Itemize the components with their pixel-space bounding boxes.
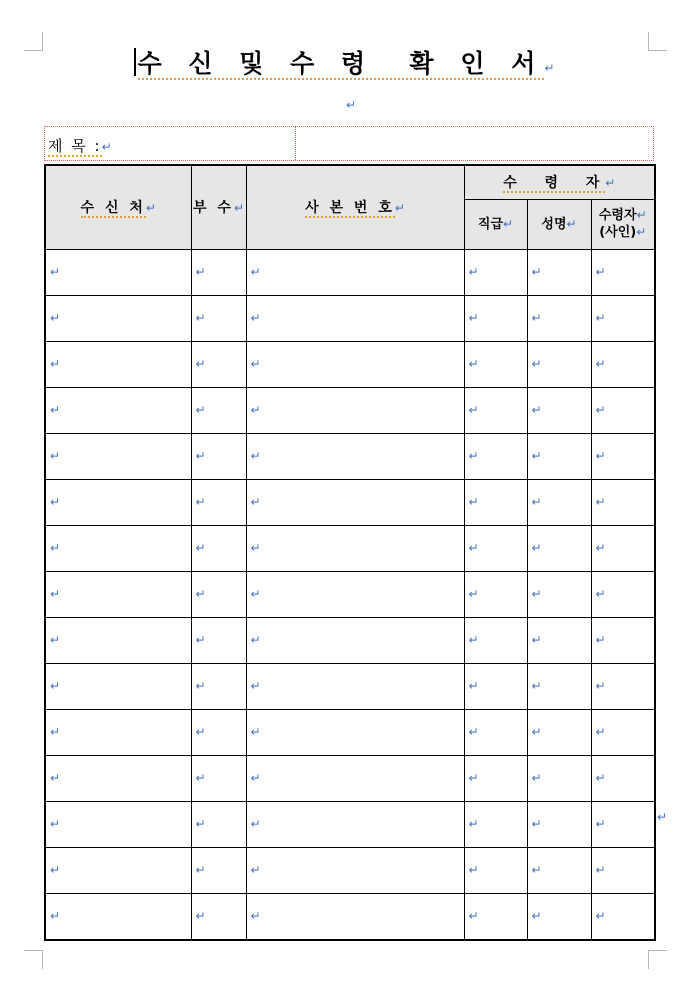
table-cell[interactable] xyxy=(464,893,527,940)
table-row xyxy=(45,847,655,893)
paragraph-mark-icon: ↵ xyxy=(250,495,261,509)
paragraph-mark-icon: ↵ xyxy=(531,633,542,647)
table-cell[interactable] xyxy=(464,801,527,847)
table-cell[interactable] xyxy=(191,387,246,433)
header-copies: 부 수↵ xyxy=(191,165,246,249)
paragraph-mark-icon: ↵ xyxy=(50,633,61,647)
table-cell[interactable] xyxy=(191,801,246,847)
paragraph-mark-icon: ↵ xyxy=(595,265,606,279)
paragraph-mark-icon: ↵ xyxy=(195,265,206,279)
table-row xyxy=(45,341,655,387)
paragraph-mark-icon: ↵ xyxy=(468,817,479,831)
table-cell[interactable] xyxy=(45,525,191,571)
table-cell[interactable] xyxy=(45,571,191,617)
paragraph-mark-icon: ↵ xyxy=(531,265,542,279)
table-cell[interactable] xyxy=(246,433,464,479)
table-cell[interactable] xyxy=(527,341,591,387)
header-position: 직급↵ xyxy=(464,199,527,249)
table-cell[interactable] xyxy=(527,617,591,663)
table-cell[interactable] xyxy=(191,617,246,663)
table-cell[interactable] xyxy=(464,847,527,893)
table-cell[interactable] xyxy=(191,479,246,525)
paragraph-mark-icon: ↵ xyxy=(195,587,206,601)
table-cell[interactable] xyxy=(527,387,591,433)
paragraph-mark-icon: ↵ xyxy=(468,449,479,463)
paragraph-mark-icon: ↵ xyxy=(250,449,261,463)
paragraph-mark-icon: ↵ xyxy=(468,495,479,509)
header-name: 성명↵ xyxy=(527,199,591,249)
table-cell[interactable] xyxy=(527,847,591,893)
table-row xyxy=(45,663,655,709)
table-cell[interactable] xyxy=(527,249,591,295)
paragraph-mark-icon: ↵ xyxy=(250,863,261,877)
table-cell[interactable] xyxy=(45,433,191,479)
table-cell[interactable] xyxy=(591,663,655,709)
paragraph-mark-icon: ↵ xyxy=(250,771,261,785)
paragraph-mark-icon: ↵ xyxy=(195,909,206,923)
title-text: 수 신 및 수 령 확 인 서 xyxy=(137,49,545,78)
table-cell[interactable] xyxy=(527,755,591,801)
paragraph-mark-icon: ↵ xyxy=(346,98,357,112)
table-row xyxy=(45,295,655,341)
paragraph-mark-icon: ↵ xyxy=(531,357,542,371)
table-cell[interactable] xyxy=(45,249,191,295)
paragraph-mark-icon: ↵ xyxy=(531,449,542,463)
table-row xyxy=(45,801,655,847)
paragraph-mark-icon: ↵ xyxy=(50,357,61,371)
table-cell[interactable] xyxy=(591,479,655,525)
table-cell[interactable] xyxy=(45,709,191,755)
table-cell[interactable] xyxy=(464,663,527,709)
paragraph-mark-icon: ↵ xyxy=(50,449,61,463)
paragraph-mark-icon: ↵ xyxy=(233,201,244,216)
paragraph-mark-icon: ↵ xyxy=(503,216,514,231)
paragraph-mark-icon: ↵ xyxy=(595,403,606,417)
table-cell[interactable] xyxy=(527,709,591,755)
table-row xyxy=(45,387,655,433)
table-cell[interactable] xyxy=(591,341,655,387)
paragraph-mark-icon: ↵ xyxy=(250,725,261,739)
paragraph-mark-icon: ↵ xyxy=(50,679,61,693)
table-cell[interactable] xyxy=(464,525,527,571)
paragraph-mark-icon: ↵ xyxy=(544,61,555,75)
paragraph-mark-icon: ↵ xyxy=(195,403,206,417)
paragraph-mark-icon: ↵ xyxy=(250,265,261,279)
paragraph-mark-icon: ↵ xyxy=(595,633,606,647)
table-cell[interactable] xyxy=(591,755,655,801)
paragraph-mark-icon: ↵ xyxy=(595,449,606,463)
paragraph-mark-icon: ↵ xyxy=(195,863,206,877)
table-row xyxy=(45,755,655,801)
paragraph-mark-icon: ↵ xyxy=(195,679,206,693)
paragraph-mark-icon: ↵ xyxy=(531,679,542,693)
paragraph-mark-icon: ↵ xyxy=(595,311,606,325)
paragraph-mark-icon: ↵ xyxy=(595,357,606,371)
paragraph-mark-icon: ↵ xyxy=(468,403,479,417)
table-cell[interactable] xyxy=(591,893,655,940)
table-cell[interactable] xyxy=(527,479,591,525)
table-cell[interactable] xyxy=(45,893,191,940)
table-row xyxy=(45,893,655,940)
paragraph-mark-icon: ↵ xyxy=(468,265,479,279)
table-cell[interactable] xyxy=(191,433,246,479)
paragraph-mark-icon: ↵ xyxy=(50,311,61,325)
paragraph-mark-icon: ↵ xyxy=(50,403,61,417)
paragraph-mark-icon: ↵ xyxy=(531,817,542,831)
table-cell[interactable] xyxy=(45,755,191,801)
table-cell[interactable] xyxy=(527,525,591,571)
table-cell[interactable] xyxy=(591,295,655,341)
table-cell[interactable] xyxy=(246,801,464,847)
table-cell[interactable] xyxy=(527,801,591,847)
table-cell[interactable] xyxy=(191,249,246,295)
paragraph-mark-icon: ↵ xyxy=(50,909,61,923)
table-cell[interactable] xyxy=(527,433,591,479)
table-cell[interactable] xyxy=(464,341,527,387)
table-cell[interactable] xyxy=(464,479,527,525)
table-cell[interactable] xyxy=(246,663,464,709)
paragraph-mark-icon: ↵ xyxy=(250,633,261,647)
paragraph-mark-icon: ↵ xyxy=(195,771,206,785)
table-cell[interactable] xyxy=(45,663,191,709)
paragraph-mark-icon: ↵ xyxy=(595,679,606,693)
table-cell[interactable] xyxy=(591,801,655,847)
paragraph-mark-icon: ↵ xyxy=(605,176,616,191)
header-copy-number: 사 본 번 호↵ xyxy=(246,165,464,249)
paragraph-mark-icon: ↵ xyxy=(50,541,61,555)
paragraph-mark-icon: ↵ xyxy=(195,541,206,555)
paragraph-mark-icon: ↵ xyxy=(195,357,206,371)
paragraph-mark-icon: ↵ xyxy=(595,771,606,785)
paragraph-mark-icon: ↵ xyxy=(531,541,542,555)
table-cell[interactable] xyxy=(246,249,464,295)
paragraph-mark-icon: ↵ xyxy=(195,311,206,325)
table-cell[interactable] xyxy=(45,295,191,341)
paragraph-mark-icon: ↵ xyxy=(468,587,479,601)
paragraph-mark-icon: ↵ xyxy=(468,771,479,785)
paragraph-mark-icon: ↵ xyxy=(50,863,61,877)
paragraph-mark-icon: ↵ xyxy=(394,201,405,216)
table-cell[interactable] xyxy=(191,525,246,571)
paragraph-mark-icon: ↵ xyxy=(595,541,606,555)
table-cell[interactable] xyxy=(527,571,591,617)
table-cell[interactable] xyxy=(191,295,246,341)
table-cell[interactable] xyxy=(191,709,246,755)
paragraph-mark-icon: ↵ xyxy=(50,587,61,601)
paragraph-mark-icon: ↵ xyxy=(195,495,206,509)
header-recipient: 수 신 처↵ xyxy=(45,165,191,249)
receipt-table xyxy=(44,164,656,941)
header-receiver-group: 수 령 자↵ xyxy=(464,165,655,199)
paragraph-mark-icon: ↵ xyxy=(531,587,542,601)
table-row xyxy=(45,571,655,617)
table-cell[interactable] xyxy=(246,387,464,433)
paragraph-mark-icon: ↵ xyxy=(50,817,61,831)
table-cell[interactable] xyxy=(45,479,191,525)
table-cell[interactable] xyxy=(246,525,464,571)
paragraph-mark-icon: ↵ xyxy=(595,725,606,739)
table-cell[interactable] xyxy=(464,571,527,617)
table-cell[interactable] xyxy=(591,249,655,295)
table-cell[interactable] xyxy=(591,387,655,433)
paragraph-mark-icon: ↵ xyxy=(595,495,606,509)
table-cell[interactable] xyxy=(246,709,464,755)
subject-row[interactable] xyxy=(44,126,654,161)
table-cell[interactable] xyxy=(246,847,464,893)
paragraph-mark-icon: ↵ xyxy=(566,216,577,231)
paragraph-mark-icon: ↵ xyxy=(531,863,542,877)
paragraph-mark-icon: ↵ xyxy=(195,725,206,739)
paragraph-mark-icon: ↵ xyxy=(531,311,542,325)
paragraph-mark-icon: ↵ xyxy=(595,863,606,877)
paragraph-mark-icon: ↵ xyxy=(468,863,479,877)
table-cell[interactable] xyxy=(45,801,191,847)
table-cell[interactable] xyxy=(191,847,246,893)
table-cell[interactable] xyxy=(45,387,191,433)
table-cell[interactable] xyxy=(246,479,464,525)
paragraph-mark-icon: ↵ xyxy=(50,265,61,279)
paragraph-mark-icon: ↵ xyxy=(468,311,479,325)
table-cell[interactable] xyxy=(591,709,655,755)
table-cell[interactable] xyxy=(191,893,246,940)
paragraph-mark-icon: ↵ xyxy=(468,725,479,739)
table-row xyxy=(45,709,655,755)
paragraph-mark-icon: ↵ xyxy=(595,587,606,601)
subject-label: 제 목 :↵ xyxy=(48,137,112,155)
paragraph-mark-icon: ↵ xyxy=(250,587,261,601)
paragraph-mark-icon: ↵ xyxy=(531,403,542,417)
table-cell[interactable] xyxy=(591,847,655,893)
table-cell[interactable] xyxy=(246,755,464,801)
table-cell[interactable] xyxy=(191,663,246,709)
table-cell[interactable] xyxy=(527,663,591,709)
table-cell[interactable] xyxy=(464,387,527,433)
paragraph-mark-icon: ↵ xyxy=(468,909,479,923)
paragraph-mark-icon: ↵ xyxy=(250,817,261,831)
paragraph-mark-icon: ↵ xyxy=(531,909,542,923)
table-cell[interactable] xyxy=(464,433,527,479)
table-cell[interactable] xyxy=(45,617,191,663)
paragraph-mark-icon: ↵ xyxy=(250,541,261,555)
table-cell[interactable] xyxy=(591,617,655,663)
table-cell[interactable] xyxy=(527,295,591,341)
table-cell[interactable] xyxy=(464,755,527,801)
subject-divider xyxy=(295,127,296,160)
table-cell[interactable] xyxy=(246,571,464,617)
paragraph-mark-icon: ↵ xyxy=(145,201,156,216)
page-corner-bottom-right xyxy=(648,950,667,969)
table-cell[interactable] xyxy=(191,755,246,801)
text-cursor xyxy=(134,48,136,76)
table-cell[interactable] xyxy=(527,893,591,940)
paragraph-mark-icon: ↵ xyxy=(250,357,261,371)
table-cell[interactable] xyxy=(591,571,655,617)
paragraph-mark-icon: ↵ xyxy=(531,495,542,509)
paragraph-mark-icon: ↵ xyxy=(195,633,206,647)
paragraph-mark-icon: ↵ xyxy=(101,140,112,154)
paragraph-mark-icon: ↵ xyxy=(468,633,479,647)
table-cell[interactable] xyxy=(246,295,464,341)
paragraph-mark-icon: ↵ xyxy=(195,449,206,463)
paragraph-mark-icon: ↵ xyxy=(250,679,261,693)
paragraph-mark-icon: ↵ xyxy=(250,311,261,325)
table-cell[interactable] xyxy=(464,249,527,295)
paragraph-mark-icon: ↵ xyxy=(195,817,206,831)
paragraph-mark-icon: ↵ xyxy=(468,679,479,693)
page-corner-bottom-left xyxy=(24,950,43,969)
paragraph-mark-icon: ↵ xyxy=(657,810,668,824)
table-cell[interactable] xyxy=(191,341,246,387)
table-row xyxy=(45,433,655,479)
table-cell[interactable] xyxy=(464,295,527,341)
paragraph-mark-icon: ↵ xyxy=(250,403,261,417)
paragraph-mark-icon: ↵ xyxy=(50,771,61,785)
paragraph-mark-icon: ↵ xyxy=(50,495,61,509)
table-cell[interactable] xyxy=(464,709,527,755)
paragraph-mark-icon: ↵ xyxy=(50,725,61,739)
table-cell[interactable] xyxy=(45,341,191,387)
table-cell[interactable] xyxy=(591,433,655,479)
table-cell[interactable] xyxy=(246,617,464,663)
table-cell[interactable] xyxy=(246,341,464,387)
paragraph-mark-icon: ↵ xyxy=(468,357,479,371)
table-row xyxy=(45,617,655,663)
table-row xyxy=(45,479,655,525)
table-row xyxy=(45,525,655,571)
paragraph-mark-icon: ↵ xyxy=(531,771,542,785)
table-row xyxy=(45,249,655,295)
table-cell[interactable] xyxy=(191,571,246,617)
table-cell[interactable] xyxy=(246,893,464,940)
header-signature: 수령자↵ (사인)↵ xyxy=(591,199,655,249)
table-cell[interactable] xyxy=(45,847,191,893)
paragraph-mark-icon: ↵ xyxy=(531,725,542,739)
paragraph-mark-icon: ↵ xyxy=(595,909,606,923)
paragraph-mark-icon: ↵ xyxy=(250,909,261,923)
paragraph-mark-icon: ↵ xyxy=(595,817,606,831)
table-cell[interactable] xyxy=(591,525,655,571)
table-cell[interactable] xyxy=(464,617,527,663)
paragraph-mark-icon: ↵ xyxy=(468,541,479,555)
document-title[interactable] xyxy=(0,44,688,80)
